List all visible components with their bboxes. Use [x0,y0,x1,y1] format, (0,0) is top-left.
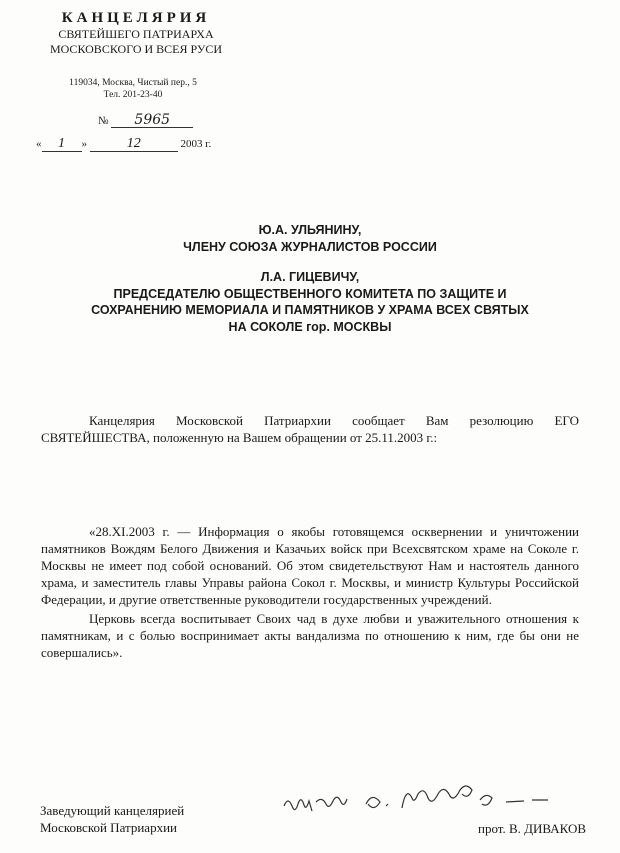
letterhead-address: 119034, Москва, Чистый пер., 5 [69,78,197,88]
signatory-position-line-1: Заведующий канцелярией [40,803,185,818]
addressee-2-title-2: СОХРАНЕНИЮ МЕМОРИАЛА И ПАМЯТНИКОВ У ХРАМА ВСЕХ СВЯТЫХ [91,303,529,317]
letterhead [22,10,250,57]
resolution-paragraph-2: Церковь всегда воспитывает Своих чад в духе любви и уважительного отношения к памятникам, и с болью воспринимает акты вандализма по отношению к ним, где бы они не совершались». [41,611,579,660]
addressee-2-name: Л.А. ГИЦЕВИЧУ, [260,270,360,284]
letterhead-address-block [58,77,208,101]
date-month: 12 [90,137,178,152]
intro-paragraph: Канцелярия Московской Патриархии сообщает Вам резолюцию ЕГО СВЯТЕЙШЕСТВА, положенную на Вашем обращении от 25.11.2003 г.: [41,413,579,445]
signatory-position-line-2: Московской Патриархии [40,820,177,835]
addressee-block [40,222,580,335]
date-day: 1 [42,137,82,152]
addressee-2-title-3: НА СОКОЛЕ гор. МОСКВЫ [228,319,392,334]
addressee-1-name: Ю.А. УЛЬЯНИНУ, [258,223,362,237]
letterhead-line-2: МОСКОВСКОГО И ВСЕЯ РУСИ [49,42,223,56]
addressee-1-title: ЧЛЕНУ СОЮЗА ЖУРНАЛИСТОВ РОССИИ [183,239,437,254]
number-prefix: № [98,115,109,127]
number-value: 5965 [111,113,193,128]
handwritten-signature [282,776,562,824]
letterhead-line-1: СВЯТЕЙШЕГО ПАТРИАРХА [58,27,214,41]
registration-date: « 1 » 12 2003 г. [36,136,212,151]
letterhead-phone: Тел. 201-23-40 [103,90,163,100]
signatory-name: прот. В. ДИВАКОВ [478,821,587,836]
date-year: 2003 г. [180,138,212,150]
addressee-2-title-1: ПРЕДСЕДАТЕЛЮ ОБЩЕСТВЕННОГО КОМИТЕТА ПО ЗАЩИТЕ И [113,286,507,301]
resolution-paragraph-1: «28.XI.2003 г. — Информация о якобы готовящемся осквернении и уничтожении памятников Вождям Белого Движения и Казачьих войск при Всехсвятском храме на Соколе г. Москвы не имеет под собой оснований. Об этом свидетельствуют Нам и настоятель данного храма, и заместитель главы Управы района Сокол г. Москвы, и министр Культуры Российской Федерации, и другие ответственные руководители государственных учреждений. [41,524,579,607]
signatory-position [40,802,184,836]
registration-number [98,113,193,128]
resolution-text [41,523,579,661]
letterhead-title: КАНЦЕЛЯРИЯ [61,10,211,26]
